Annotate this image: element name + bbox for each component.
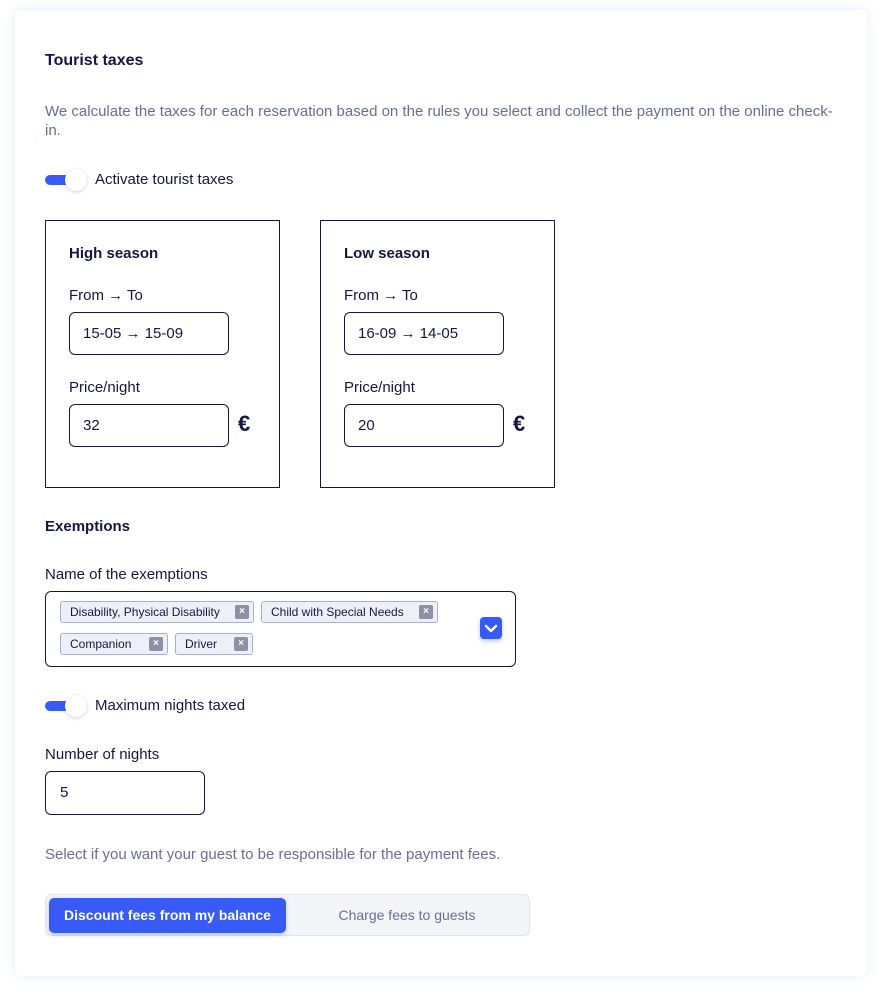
low-season-panel bbox=[320, 220, 555, 488]
exemptions-field-label: Name of the exemptions bbox=[45, 566, 208, 583]
exemption-chip bbox=[261, 601, 438, 623]
nights-input[interactable]: 5 bbox=[45, 771, 205, 815]
high-season-dates-label: From → To bbox=[69, 287, 143, 304]
exemption-chip bbox=[60, 633, 168, 655]
high-season-title: High season bbox=[69, 245, 159, 262]
low-season-dates-label: From → To bbox=[344, 287, 418, 304]
low-season-price-input[interactable]: 20 bbox=[344, 404, 504, 447]
charge-guests-button[interactable]: Charge fees to guests bbox=[338, 907, 476, 923]
section-description: We calculate the taxes for each reservation based on the rules you select and collect the payment on the online check-in. bbox=[45, 103, 833, 139]
exemption-chip bbox=[175, 633, 253, 655]
high-season-panel bbox=[45, 220, 280, 488]
activate-taxes-toggle[interactable] bbox=[45, 169, 87, 191]
activate-taxes-label: Activate tourist taxes bbox=[95, 171, 234, 188]
discount-fees-button[interactable]: Discount fees from my balance bbox=[49, 898, 286, 933]
section-title: Tourist taxes bbox=[45, 52, 144, 69]
low-season-dates-input[interactable]: 16-09 → 14-05 bbox=[344, 312, 504, 355]
toggle-knob bbox=[65, 695, 87, 717]
remove-chip-icon[interactable]: × bbox=[235, 605, 249, 619]
toggle-knob bbox=[65, 169, 87, 191]
remove-chip-icon[interactable]: × bbox=[149, 637, 163, 651]
high-season-price-label: Price/night bbox=[69, 379, 140, 396]
chevron-down-icon[interactable] bbox=[480, 617, 502, 639]
chip-label: Disability, Physical Disability bbox=[70, 605, 220, 619]
tourist-taxes-card bbox=[15, 10, 867, 976]
high-season-price-input[interactable]: 32 bbox=[69, 404, 229, 447]
low-season-currency: € bbox=[513, 411, 526, 436]
remove-chip-icon[interactable]: × bbox=[419, 605, 433, 619]
exemptions-multiselect[interactable] bbox=[45, 591, 516, 667]
chip-label: Companion bbox=[70, 637, 132, 651]
low-season-price-label: Price/night bbox=[344, 379, 415, 396]
max-nights-toggle[interactable] bbox=[45, 695, 87, 717]
high-season-dates-input[interactable]: 15-05 → 15-09 bbox=[69, 312, 229, 355]
remove-chip-icon[interactable]: × bbox=[234, 637, 248, 651]
high-season-currency: € bbox=[238, 411, 251, 436]
chip-label: Driver bbox=[185, 637, 217, 651]
chip-label: Child with Special Needs bbox=[271, 605, 404, 619]
fees-segmented-control bbox=[45, 894, 530, 936]
exemptions-title: Exemptions bbox=[45, 518, 131, 535]
exemption-chip bbox=[60, 601, 254, 623]
fees-note: Select if you want your guest to be responsible for the payment fees. bbox=[45, 846, 501, 863]
max-nights-label: Maximum nights taxed bbox=[95, 697, 246, 714]
low-season-title: Low season bbox=[344, 245, 430, 262]
nights-field-label: Number of nights bbox=[45, 746, 160, 763]
